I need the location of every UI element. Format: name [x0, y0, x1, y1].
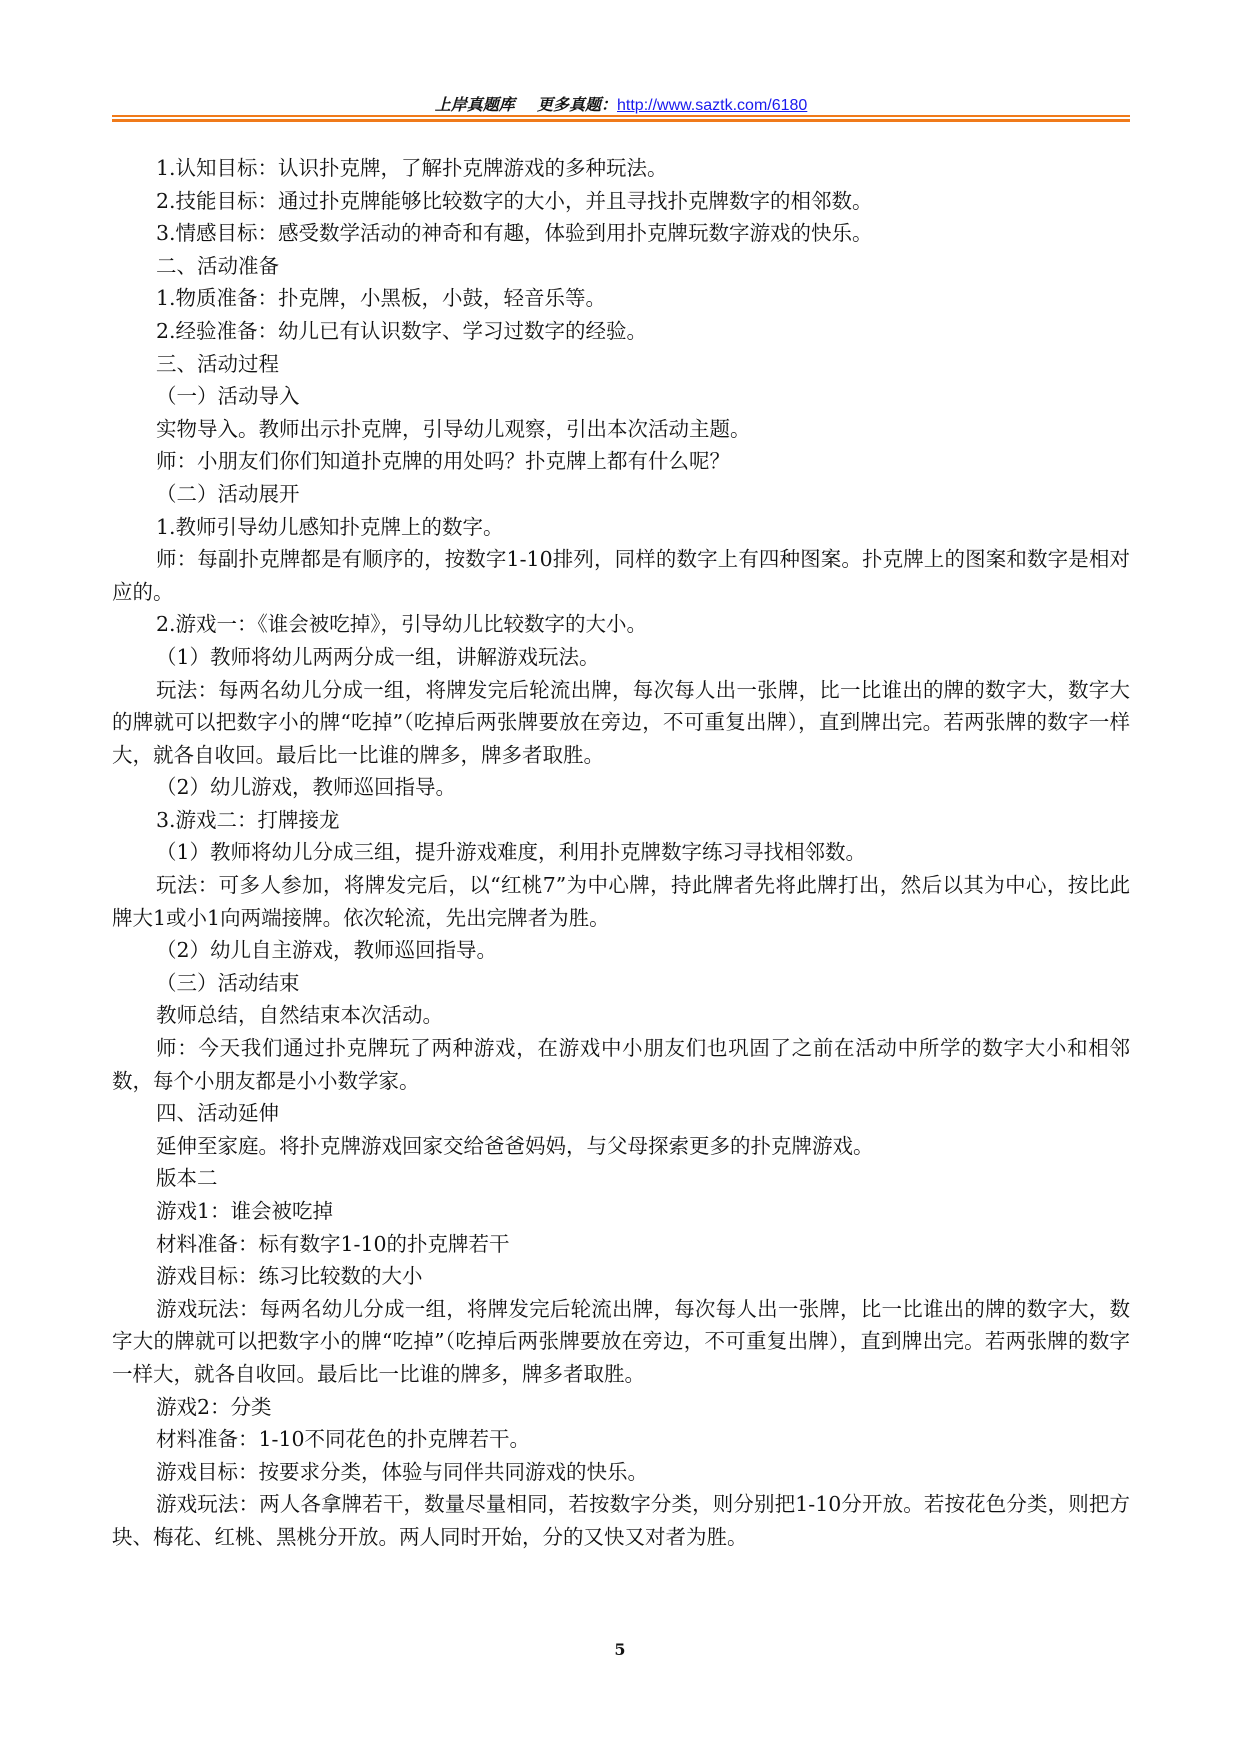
paragraph: 三、活动过程	[156, 351, 279, 376]
page-header	[112, 92, 1130, 115]
paragraph: （2）幼儿游戏，教师巡回指导。	[156, 775, 457, 800]
paragraph: 师：每副扑克牌都是有顺序的，按数字1-10排列，同样的数字上有四种图案。扑克牌上的图案和数字是相对应的。	[112, 547, 1130, 604]
paragraph: 玩法：每两名幼儿分成一组，将牌发完后轮流出牌，每次每人出一张牌，比一比谁出的牌的数字大，数字大的牌就可以把数字小的牌“吃掉”（吃掉后两张牌要放在旁边，不可重复出牌），直到牌出完。若两张牌的数字一样大，就各自收回。最后比一比谁的牌多，牌多者取胜。	[112, 677, 1130, 767]
paragraph: 3.游戏二：打牌接龙	[156, 807, 340, 832]
site-link[interactable]: http://www.saztk.com/6180	[617, 97, 808, 114]
page-number: 5	[614, 1640, 626, 1659]
site-name: 上岸真题库	[434, 95, 515, 114]
paragraph: 二、活动准备	[156, 253, 279, 278]
paragraph: （二）活动展开	[156, 481, 300, 506]
paragraph: 1.物质准备：扑克牌，小黑板，小鼓，轻音乐等。	[156, 286, 607, 311]
paragraph: 材料准备：标有数字1-10的扑克牌若干	[156, 1231, 510, 1256]
paragraph: （2）幼儿自主游戏，教师巡回指导。	[156, 938, 498, 963]
paragraph: 实物导入。教师出示扑克牌，引导幼儿观察，引出本次活动主题。	[156, 416, 751, 441]
paragraph: 游戏1：谁会被吃掉	[156, 1199, 334, 1223]
paragraph: 游戏目标：按要求分类，体验与同伴共同游戏的快乐。	[156, 1459, 648, 1484]
paragraph: 游戏目标：练习比较数的大小	[156, 1264, 423, 1289]
paragraph: 3.情感目标：感受数学活动的神奇和有趣，体验到用扑克牌玩数字游戏的快乐。	[156, 221, 873, 246]
paragraph: （三）活动结束	[156, 970, 300, 995]
paragraph: 游戏玩法：两人各拿牌若干，数量尽量相同，若按数字分类，则分别把1-10分开放。若按花色分类，则把方块、梅花、红桃、黑桃分开放。两人同时开始，分的又快又对者为胜。	[112, 1492, 1130, 1549]
paragraph: 师：小朋友们你们知道扑克牌的用处吗？扑克牌上都有什么呢？	[156, 449, 730, 474]
paragraph: 版本二	[156, 1166, 218, 1191]
header-rule	[112, 115, 1130, 117]
paragraph: 1.教师引导幼儿感知扑克牌上的数字。	[156, 514, 504, 539]
paragraph: 延伸至家庭。将扑克牌游戏回家交给爸爸妈妈，与父母探索更多的扑克牌游戏。	[156, 1133, 874, 1158]
document-body	[112, 152, 1130, 1554]
paragraph: （一）活动导入	[156, 384, 300, 409]
paragraph: （1）教师将幼儿分成三组，提升游戏难度，利用扑克牌数字练习寻找相邻数。	[156, 840, 867, 865]
paragraph: 游戏2：分类	[156, 1394, 272, 1419]
header-rule-thick	[112, 119, 1130, 122]
paragraph: 四、活动延伸	[156, 1101, 279, 1126]
paragraph: 材料准备：1-10不同花色的扑克牌若干。	[156, 1427, 531, 1452]
paragraph: 游戏玩法：每两名幼儿分成一组，将牌发完后轮流出牌，每次每人出一张牌，比一比谁出的牌的数字大，数字大的牌就可以把数字小的牌“吃掉”（吃掉后两张牌要放在旁边，不可重复出牌），直到牌出完。若两张牌的数字一样大，就各自收回。最后比一比谁的牌多，牌多者取胜。	[112, 1296, 1130, 1386]
paragraph: 2.技能目标：通过扑克牌能够比较数字的大小，并且寻找扑克牌数字的相邻数。	[156, 188, 873, 213]
paragraph: 2.经验准备：幼儿已有认识数字、学习过数字的经验。	[156, 318, 648, 343]
paragraph: 1.认知目标：认识扑克牌，了解扑克牌游戏的多种玩法。	[156, 156, 668, 180]
paragraph: 教师总结，自然结束本次活动。	[156, 1003, 443, 1028]
paragraph: 师：今天我们通过扑克牌玩了两种游戏，在游戏中小朋友们也巩固了之前在活动中所学的数字大小和相邻数，每个小朋友都是小小数学家。	[112, 1036, 1130, 1093]
paragraph: 玩法：可多人参加，将牌发完后，以“红桃7”为中心牌，持此牌者先将此牌打出，然后以其为中心，按比此牌大1或小1向两端接牌。依次轮流，先出完牌者为胜。	[112, 873, 1130, 930]
paragraph: 2.游戏一：《谁会被吃掉》，引导幼儿比较数字的大小。	[156, 612, 648, 637]
more-label: 更多真题：	[536, 95, 617, 114]
paragraph: （1）教师将幼儿两两分成一组，讲解游戏玩法。	[156, 644, 600, 669]
